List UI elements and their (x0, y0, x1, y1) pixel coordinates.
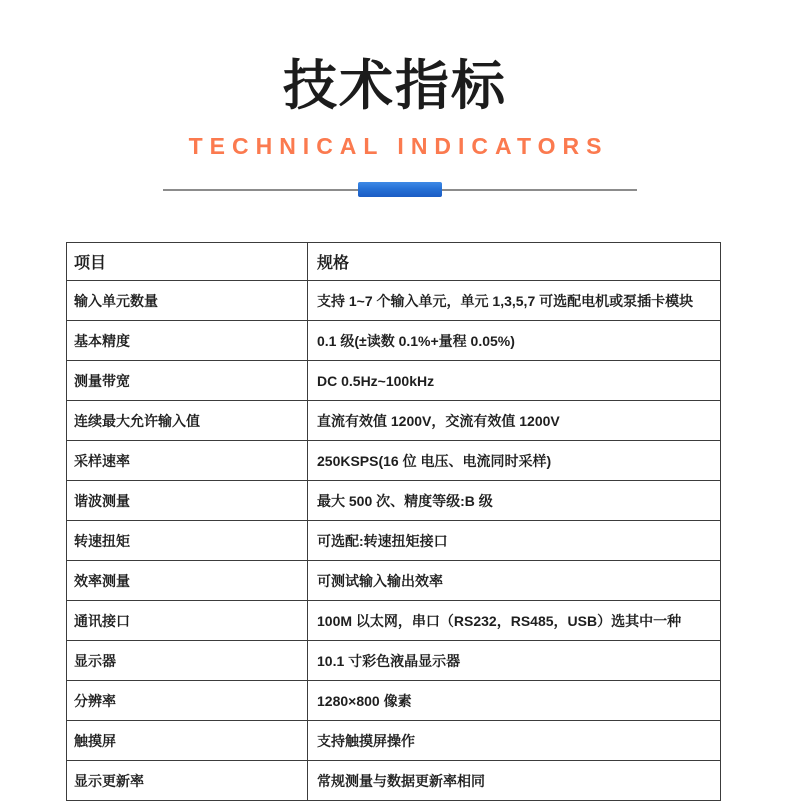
spec-cell: 可选配:转速扭矩接口 (308, 521, 721, 561)
table-row (67, 481, 721, 521)
table-row (67, 401, 721, 441)
divider-accent-bar (358, 182, 442, 197)
item-cell: 效率测量 (67, 561, 308, 601)
spec-cell: 0.1 级(±读数 0.1%+量程 0.05%) (308, 321, 721, 361)
table-row (67, 641, 721, 681)
item-cell: 显示器 (67, 641, 308, 681)
item-cell: 转速扭矩 (67, 521, 308, 561)
item-cell: 基本精度 (67, 321, 308, 361)
table-row (67, 441, 721, 481)
table-header-item: 项目 (67, 243, 308, 281)
spec-cell: DC 0.5Hz~100kHz (308, 361, 721, 401)
item-cell: 分辨率 (67, 681, 308, 721)
spec-cell: 常规测量与数据更新率相同 (308, 761, 721, 801)
item-cell: 测量带宽 (67, 361, 308, 401)
spec-cell: 支持 1~7 个输入单元，单元 1,3,5,7 可选配电机或泵插卡模块 (308, 281, 721, 321)
item-cell: 通讯接口 (67, 601, 308, 641)
spec-cell: 支持触摸屏操作 (308, 721, 721, 761)
table-row (67, 681, 721, 721)
page-subtitle: TECHNICAL INDICATORS (188, 133, 609, 159)
spec-cell: 1280×800 像素 (308, 681, 721, 721)
spec-cell: 最大 500 次、精度等级:B 级 (308, 481, 721, 521)
table-row (67, 521, 721, 561)
spec-cell: 100M 以太网，串口（RS232，RS485，USB）选其中一种 (308, 601, 721, 641)
table-header-spec: 规格 (308, 243, 721, 281)
spec-cell: 可测试输入输出效率 (308, 561, 721, 601)
item-cell: 输入单元数量 (67, 281, 308, 321)
table-header-row (67, 243, 721, 281)
table-row (67, 321, 721, 361)
item-cell: 显示更新率 (67, 761, 308, 801)
table-row (67, 601, 721, 641)
table-row (67, 561, 721, 601)
item-cell: 触摸屏 (67, 721, 308, 761)
table-row (67, 761, 721, 801)
section-divider (163, 182, 637, 198)
item-cell: 谐波测量 (67, 481, 308, 521)
spec-table (66, 242, 721, 801)
table-row (67, 281, 721, 321)
spec-cell: 250KSPS(16 位 电压、电流同时采样) (308, 441, 721, 481)
spec-cell: 10.1 寸彩色液晶显示器 (308, 641, 721, 681)
spec-cell: 直流有效值 1200V，交流有效值 1200V (308, 401, 721, 441)
item-cell: 连续最大允许输入值 (67, 401, 308, 441)
page-title: 技术指标 (283, 56, 507, 116)
table-row (67, 721, 721, 761)
item-cell: 采样速率 (67, 441, 308, 481)
table-row (67, 361, 721, 401)
